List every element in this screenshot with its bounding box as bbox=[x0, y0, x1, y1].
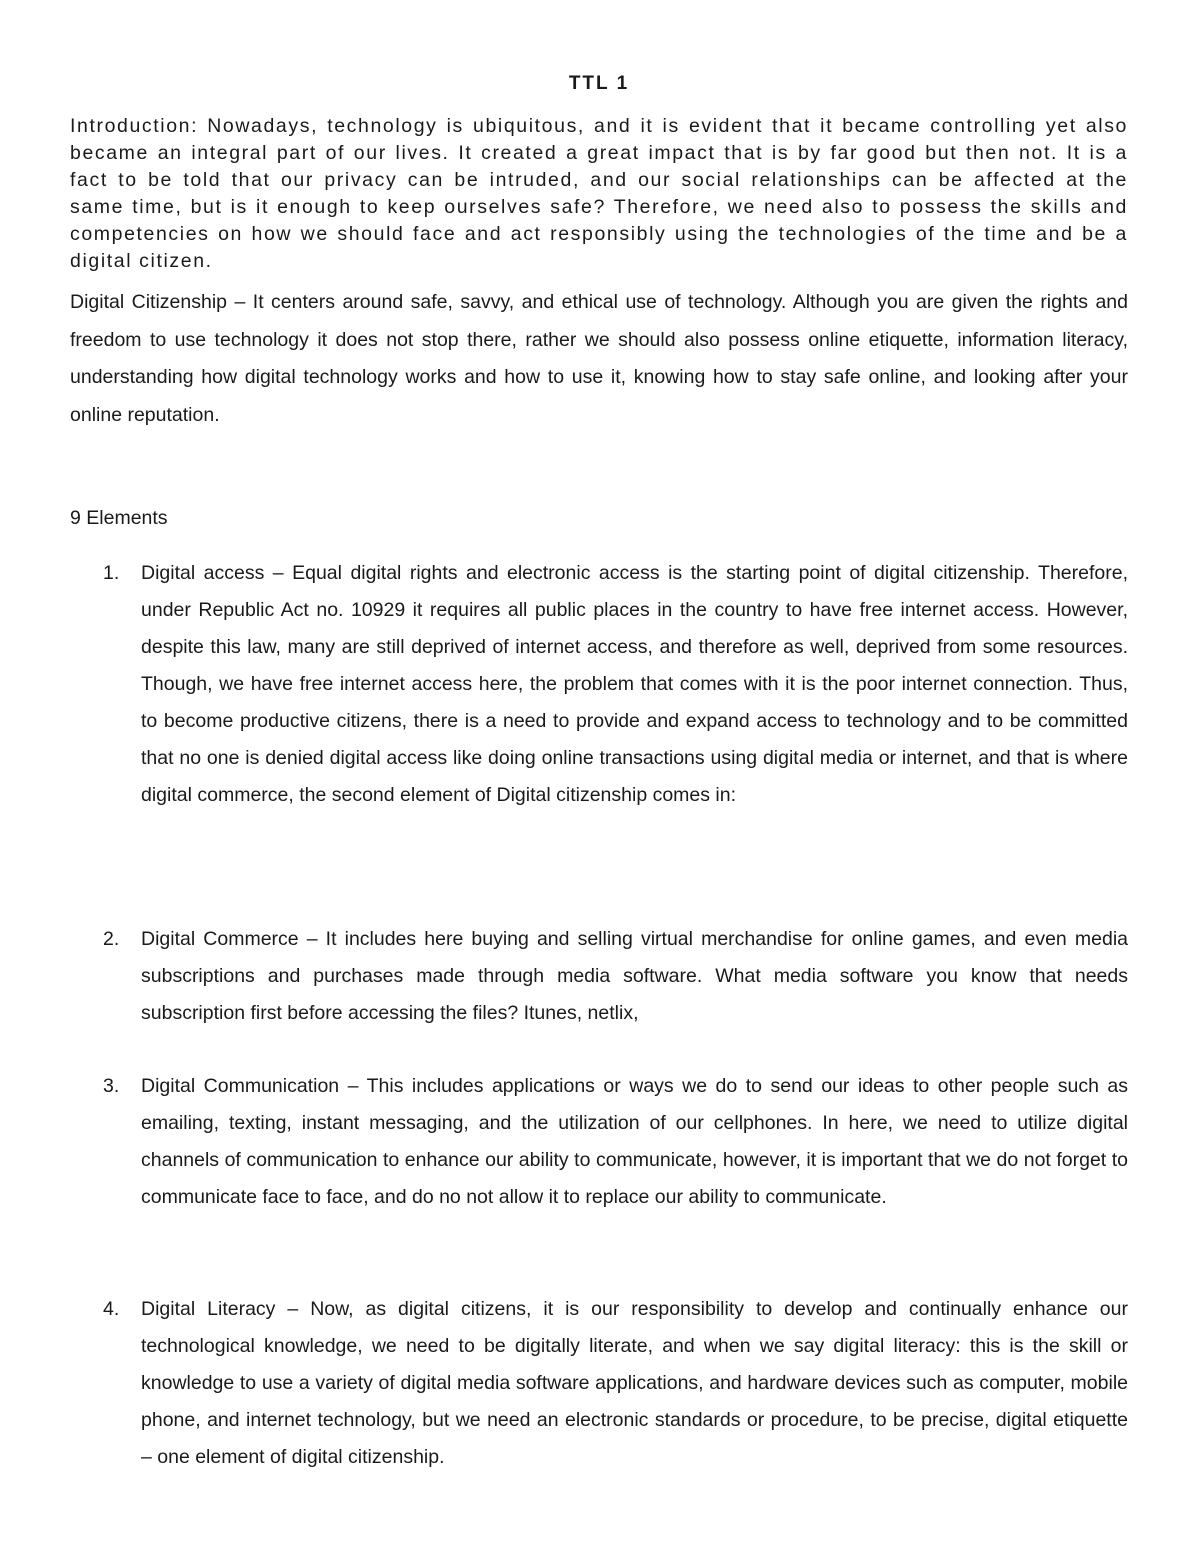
list-item-number: 3. bbox=[103, 1075, 120, 1097]
list-item-text: Digital access – Equal digital rights and electronic access is the starting point of digital citizenship. Therefore, under Republic Act no. 10929 it requires all public places in the country to have free internet access. However, despite this law, many are still deprived of internet access, and therefore as well, deprived from some resources. Though, we have free internet access here, the problem that comes with it is the poor internet connection. Thus, to become productive citizens, there is a need to provide and expand access to technology and to be committed that no one is denied digital access like doing online transactions using digital media or internet, and that is where digital commerce, the second element of Digital citizenship comes in: bbox=[141, 562, 1128, 806]
list-item-text: Digital Communication – This includes applications or ways we do to send our ideas to other people such as emailing, texting, instant messaging, and the utilization of our cellphones. In here, we need to utilize digital channels of communication to enhance our ability to communicate, however, it is important that we do not forget to communicate face to face, and do no not allow it to replace our ability to communicate. bbox=[141, 1075, 1128, 1208]
list-item-text: Digital Literacy – Now, as digital citizens, it is our responsibility to develop and continually enhance our technological knowledge, we need to be digitally literate, and when we say digital literacy: this is the skill or knowledge to use a variety of digital media software applications, and hardware devices such as computer, mobile phone, and internet technology, but we need an electronic standards or procedure, to be precise, digital etiquette – one element of digital citizenship. bbox=[141, 1298, 1128, 1468]
list-item-number: 2. bbox=[103, 928, 120, 950]
introduction-paragraph: Introduction: Nowadays, technology is ubiquitous, and it is evident that it became controlling yet also became an integral part of our lives. It created a great impact that is by far good but then not. It is a fact to be told that our privacy can be intruded, and our social relationships can be affected at the same time, but is it enough to keep ourselves safe? Therefore, we need also to possess the skills and competencies on how we should face and act responsibly using the technologies of the time and be a digital citizen. bbox=[70, 115, 1128, 272]
digital-citizenship-paragraph: Digital Citizenship – It centers around safe, savvy, and ethical use of technology. Although you are given the rights and freedom to use technology it does not stop there, rather we should also possess online etiquette, information literacy, understanding how digital technology works and how to use it, knowing how to stay safe online, and looking after your online reputation. bbox=[70, 291, 1128, 426]
elements-heading: 9 Elements bbox=[70, 507, 168, 529]
document-title: TTL 1 bbox=[568, 73, 630, 94]
list-item-text: Digital Commerce – It includes here buying and selling virtual merchandise for online games, and even media subscriptions and purchases made through media software. What media software you know that needs subscription first before accessing the files? Itunes, netlix, bbox=[141, 928, 1128, 1024]
list-item-number: 4. bbox=[103, 1298, 120, 1320]
list-item-number: 1. bbox=[103, 562, 120, 584]
